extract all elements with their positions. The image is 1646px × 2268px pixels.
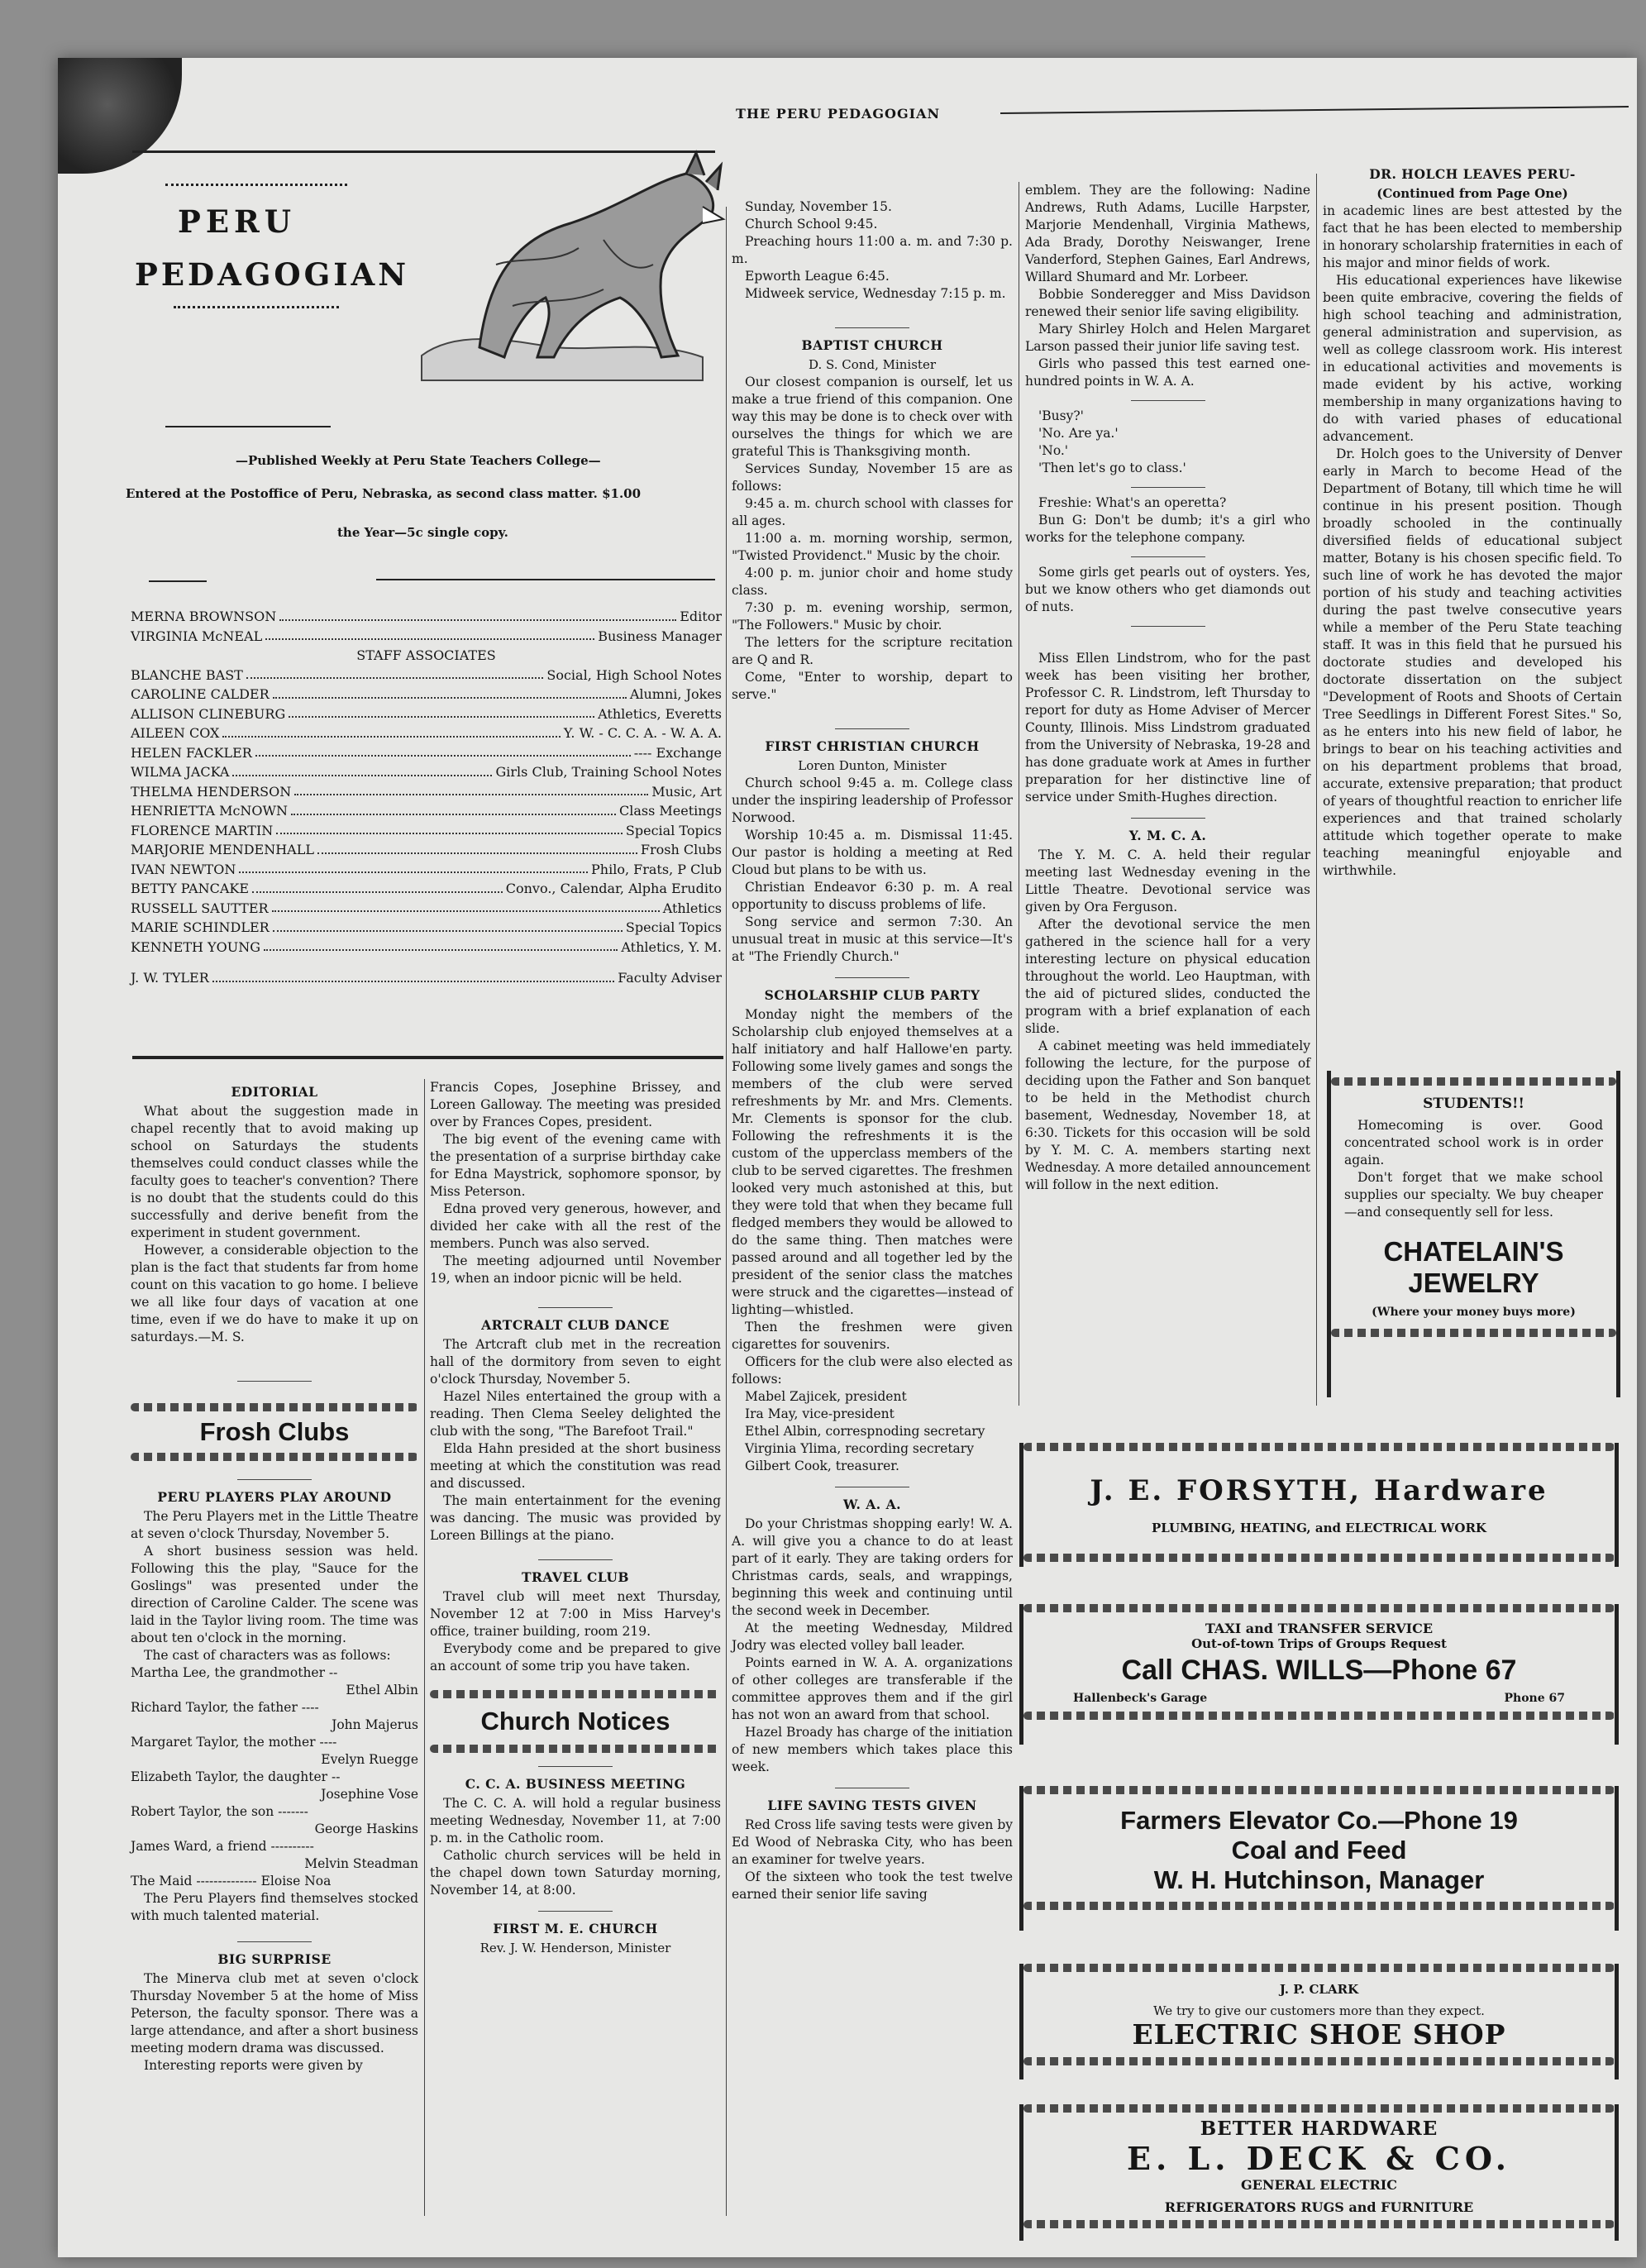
staff-row: MARJORIE MENDENHALL Frosh Clubs: [131, 842, 722, 857]
paragraph: The letters for the scripture recitation are Q and R.: [732, 635, 1013, 667]
paragraph: Church school 9:45 a. m. College class under the inspiring leadership of Professor Norwood.: [732, 776, 1013, 825]
forsyth-name: J. E. FORSYTH, Hardware: [1090, 1474, 1548, 1507]
bobcat-illustration: [389, 141, 736, 389]
staff-row: AILEEN COX Y. W. - C. C. A. - W. A. A.: [131, 725, 722, 741]
wills-line-1: TAXI and TRANSFER SERVICE: [1205, 1621, 1434, 1636]
cast-part: Margaret Taylor, the mother ----: [131, 1735, 337, 1750]
schedule-line: Preaching hours 11:00 a. m. and 7:30 p. m.: [732, 234, 1013, 266]
deck-line-3: GENERAL ELECTRIC: [1240, 2177, 1397, 2193]
masthead-ornament: [165, 184, 347, 189]
ornament-rule: [1023, 2104, 1615, 2113]
paragraph: Red Cross life saving tests were given by Ed Wood of Nebraska City, who has been an examiner for twelve years.: [732, 1817, 1013, 1867]
ornament-rule: [1331, 1329, 1616, 1337]
paragraph: 11:00 a. m. morning worship, sermon, "Twisted Providenct." Music by the choir.: [732, 531, 1013, 563]
farmers-line-2: Coal and Feed: [1231, 1836, 1407, 1865]
ornament-rule: [1023, 1443, 1615, 1451]
officer: Ethel Albin, correspnoding secretary: [745, 1424, 985, 1439]
staff-row: BETTY PANCAKE Convo., Calendar, Alpha Erudito: [131, 881, 722, 896]
joke-line: 'Busy?': [1038, 408, 1084, 423]
clark-line-3: ELECTRIC SHOE SHOP: [1132, 2018, 1506, 2051]
paragraph: The main entertainment for the evening was dancing. The music was provided by Loreen Billings at the piano.: [430, 1493, 721, 1543]
waa-heading: W. A. A.: [842, 1497, 902, 1512]
officer: Gilbert Cook, treasurer.: [745, 1459, 899, 1473]
staff-row: MARIE SCHINDLER Special Topics: [131, 919, 722, 935]
holch-continued: (Continued from Page One): [1376, 186, 1568, 201]
divider: [237, 1941, 312, 1942]
divider: [1131, 626, 1205, 627]
staff-row: CAROLINE CALDER Alumni, Jokes: [131, 686, 722, 702]
cast-actor: Josephine Vose: [321, 1787, 418, 1802]
editorial-p2: However, a considerable objection to the plan is the fact that students far from home count on this vacation to go home. I believe we all like four days of vacation at one time, even if we do have to make it up on saturdays.—M. S.: [131, 1243, 418, 1344]
first-christian-heading: FIRST CHRISTIAN CHURCH: [765, 738, 980, 754]
paragraph: 7:30 p. m. evening worship, sermon, "The Followers." Music by choir.: [732, 600, 1013, 633]
wills-garage: Hallenbeck's Garage: [1073, 1692, 1208, 1705]
clark-line-1: J. P. CLARK: [1279, 1982, 1359, 1997]
divider: [538, 1911, 613, 1912]
paragraph: The cast of characters was as follows:: [144, 1648, 391, 1663]
column-2: [430, 1079, 721, 1957]
paragraph: Services Sunday, November 15 are as follows:: [732, 461, 1013, 494]
ornament-rule: [131, 1403, 418, 1411]
divider: [835, 977, 909, 978]
masthead-short-rule: [165, 426, 331, 427]
masthead-title-1: PERU: [178, 203, 297, 240]
deck-hardware-ad: [1019, 2104, 1619, 2241]
divider: [1131, 400, 1205, 401]
col2-divider: [726, 207, 727, 2216]
ornament-rule: [1023, 1604, 1615, 1612]
cast-list: [131, 1664, 418, 1890]
wills-phone: Phone 67: [1504, 1692, 1565, 1705]
paragraph: Christian Endeavor 6:30 p. m. A real opportunity to discuss problems of life.: [732, 880, 1013, 912]
paragraph: The Minerva club met at seven o'clock Thursday November 5 at the home of Miss Peterson, the faculty sponsor. There was a large attendance, and after a short business meeting modern drama was discussed.: [131, 1971, 419, 2056]
paragraph: Hazel Niles entertained the group with a reading. Then Clema Seeley delighted the club with the song, "The Barefoot Trail.": [430, 1389, 721, 1439]
first-christian-minister: Loren Dunton, Minister: [798, 758, 947, 773]
paragraph: 9:45 a. m. church school with classes for all ages.: [732, 496, 1013, 528]
paragraph: After the devotional service the men gathered in the science hall for a very interesting lecture on physical education throughout the world. Leo Hauptman, with the aid of pictured slides, conducted the program with a brief explanation of each slide.: [1025, 917, 1310, 1036]
paragraph: Come, "Enter to worship, depart to serve.": [732, 670, 1013, 702]
chatelain-tagline: (Where your money buys more): [1372, 1306, 1576, 1319]
staff-row: HENRIETTA McNOWN Class Meetings: [131, 803, 722, 819]
ornament-rule: [1023, 2220, 1615, 2228]
col4-divider: [1316, 174, 1317, 1406]
divider: [835, 728, 909, 729]
paragraph: Dr. Holch goes to the University of Denver early in March to become Head of the Department of Botany, till which time he will continue in his present position. Though broadly schooled in the continually diversified fields of educational subject matter, Botany is his chosen specific field. To such line of work he has devoted the major portion of his study and teaching activities during the past twelve consecutive years while a member of the Peru State teaching staff. It was in this field that he pursued his doctorate studies and developed his doctorate dissertation on the subject "Development of Roots and Shoots of Certain Tree Seedlings in Different Forest Sites." So, as he enters into his new field of labor, he brings to bear on his teaching activities and on his department problems that broad, accurate, extensive preparation; that product of years of thoughtful reaction to enricher life experiences and that trained scholarly attitude which together operate to make teaching meaningful enjoyable and wirthwhile.: [1323, 446, 1622, 878]
lindstrom-paragraph: Miss Ellen Lindstrom, who for the past week has been visiting her brother, Professor C. R. Lindstrom, left Thursday to report for duty as Home Adviser of Mercer County, Illinois. Miss Lindstrom graduated from the University of Nebraska, 19-28 and has done graduate work at Ames in further preparation for her distinctive line of service under Smith-Hughes direction.: [1025, 651, 1310, 805]
cast-part: Richard Taylor, the father ----: [131, 1700, 319, 1715]
deck-line-1: BETTER HARDWARE: [1200, 2118, 1438, 2140]
cast-part: Martha Lee, the grandmother --: [131, 1665, 338, 1680]
paragraph: Of the sixteen who took the test twelve earned their senior life saving: [732, 1869, 1013, 1902]
paragraph: Song service and sermon 7:30. An unusual treat in music at this service—It's at "The Friendly Church.": [732, 914, 1013, 964]
first-me-heading: FIRST M. E. CHURCH: [493, 1921, 658, 1936]
ornament-rule: [1023, 1712, 1615, 1720]
chatelain-title: STUDENTS!!: [1423, 1096, 1524, 1112]
ornament-rule: [430, 1745, 721, 1753]
entered-line-1: Entered at the Postoffice of Peru, Nebraska, as second class matter. $1.00: [126, 486, 642, 501]
divider: [538, 1766, 613, 1767]
divider: [1131, 818, 1205, 819]
editorial-p1: What about the suggestion made in chapel recently that to avoid making up school on Saturdays the students themselves could conduct classes while the faculty goes to teacher's convention? There is no doubt that the students could do this successfully and derive benefit from the experiment in student government.: [131, 1104, 418, 1240]
paragraph: Then the freshmen were given cigarettes for souvenirs.: [732, 1320, 1013, 1352]
joke-line: Bun G: Don't be dumb; it's a girl who works for the telephone company.: [1025, 513, 1310, 545]
officer: Ira May, vice-president: [745, 1406, 895, 1421]
cca-heading: C. C. A. BUSINESS MEETING: [465, 1776, 686, 1792]
staff-row: IVAN NEWTON Philo, Frats, P Club: [131, 861, 722, 877]
paragraph: emblem. They are the following: Nadine Andrews, Ruth Adams, Lucille Harpster, Marjorie Mendenhall, Virginia Mathews, Ada Brady, Dorothy Neiswanger, Irene Vanderford, Stephen Gaines, Earl Andrews, Willard Shumard and Mr. Lorbeer.: [1025, 183, 1310, 284]
peru-players-heading: PERU PLAYERS PLAY AROUND: [157, 1489, 392, 1505]
staff-top-rule-2: [376, 579, 715, 580]
running-head: THE PERU PEDAGOGIAN: [736, 106, 941, 122]
paragraph: A short business session was held. Following this the play, "Sauce for the Goslings" was presented under the direction of Caroline Calder. The scene was laid in the Taylor living room. The time was about ten o'clock in the morning.: [131, 1544, 418, 1645]
paragraph: Everybody come and be prepared to give an account of some trip you have taken.: [430, 1641, 721, 1674]
big-surprise-heading: BIG SURPRISE: [217, 1951, 332, 1967]
paragraph: Our closest companion is ourself, let us make a true friend of this companion. One way this may be done is to check over with ourselves the things for which we are grateful This is Thanksgiving month.: [732, 375, 1013, 459]
cast-actor: Melvin Steadman: [304, 1856, 418, 1871]
forsyth-ad: [1019, 1443, 1619, 1567]
cast-actor: John Majerus: [332, 1717, 418, 1732]
paragraph: The Peru Players find themselves stocked with much talented material.: [131, 1891, 418, 1923]
ornament-rule: [1023, 2057, 1615, 2065]
farmers-line-3: W. H. Hutchinson, Manager: [1153, 1865, 1485, 1894]
staff-editor: MERNA BROWNSON Editor: [131, 609, 722, 624]
joke-line: Some girls get pearls out of oysters. Yes, but we know others who get diamonds out of nuts.: [1025, 565, 1310, 614]
paragraph: Monday night the members of the Scholarship club enjoyed themselves at a half initiatory and half Hallowe'en party. Following some lively games and songs the members of the club were served refreshments by Mr. and Mrs. Clements. Mr. Clements is sponsor for the club. Following the refreshments it is the custom of the upperclass members of the club to be served cigarettes. The freshmen looked very much astonished at this, but they were told that when they became full fledged members they would be allowed to do the same thing. Then matches were passed around and all together led by the president of the senior class the matches were struck and the cigarettes—instead of lighting—whistled.: [732, 1007, 1013, 1317]
paragraph: in academic lines are best attested by the fact that he has been elected to membership in honorary scholarship fraternities in each of his major and minor fields of work.: [1323, 203, 1622, 270]
staff-row: HELEN FACKLER ---- Exchange: [131, 744, 722, 761]
joke-line: 'Then let's go to class.': [1038, 461, 1186, 475]
divider: [835, 327, 909, 328]
staff-row: RUSSELL SAUTTER Athletics: [131, 900, 722, 916]
lifesaving-heading: LIFE SAVING TESTS GIVEN: [767, 1798, 977, 1813]
farmers-line-1: Farmers Elevator Co.—Phone 19: [1120, 1806, 1518, 1835]
paragraph: Edna proved very generous, however, and divided her cake with all the rest of the members. Punch was also served.: [430, 1201, 721, 1251]
divider: [1131, 487, 1205, 488]
col1-divider: [424, 1079, 425, 2216]
paragraph: His educational experiences have likewise been quite embracive, covering the fields of high school teaching and administration, general administration and supervision, as well as college classroom work. His interest in educational activities and movements is made evident by his active, working membership in many organizations having to do with varied phases of educational advancement.: [1323, 273, 1622, 444]
divider: [538, 1559, 613, 1560]
cast-part: Elizabeth Taylor, the daughter --: [131, 1769, 341, 1784]
ornament-rule: [1023, 1964, 1615, 1972]
schedule-line: Sunday, November 15.: [745, 199, 892, 214]
clark-line-2: We try to give our customers more than they expect.: [1153, 2003, 1485, 2018]
masthead-ornament-2: [174, 306, 339, 312]
chatelain-name-1: CHATELAIN'S: [1383, 1236, 1564, 1267]
editorial-heading: EDITORIAL: [231, 1084, 318, 1100]
deck-line-2: E. L. DECK & CO.: [1127, 2140, 1511, 2177]
wills-line-3: Call CHAS. WILLS—Phone 67: [1121, 1654, 1517, 1686]
paragraph: Points earned in W. A. A. organizations of other colleges are transferable if the committee approves them and if the girl has not won an award from that school.: [732, 1655, 1013, 1722]
staff-row: BLANCHE BAST Social, High School Notes: [131, 666, 722, 683]
wills-ad: [1019, 1604, 1619, 1745]
ornament-rule: [131, 1453, 418, 1461]
paragraph: Catholic church services will be held in the chapel down town Saturday morning, November 14, at 8:00.: [430, 1848, 721, 1898]
joke-line: Freshie: What's an operetta?: [1038, 495, 1227, 510]
artcraft-heading: ARTCRALT CLUB DANCE: [481, 1317, 670, 1333]
ornament-rule: [1023, 1902, 1615, 1910]
travel-club-heading: TRAVEL CLUB: [522, 1569, 629, 1585]
divider: [237, 1479, 312, 1480]
staff-top-rule: [149, 580, 207, 582]
cast-actor: George Haskins: [314, 1822, 418, 1836]
staff-box: [131, 607, 722, 988]
column-4: [1025, 182, 1310, 1194]
first-me-minister: Rev. J. W. Henderson, Minister: [479, 1941, 671, 1955]
masthead-title-2: PEDAGOGIAN: [135, 256, 410, 293]
joke-line: 'No.': [1038, 443, 1069, 458]
divider: [237, 1381, 312, 1382]
divider: [538, 1307, 613, 1308]
head-rule: [1000, 106, 1629, 114]
paragraph: Mary Shirley Holch and Helen Margaret Larson passed their junior life saving test.: [1025, 322, 1310, 354]
wills-line-2: Out-of-town Trips of Groups Request: [1191, 1636, 1447, 1651]
baptist-minister: D. S. Cond, Minister: [809, 357, 936, 372]
column-5: [1323, 165, 1622, 880]
joke-line: 'No. Are ya.': [1038, 426, 1119, 441]
paragraph: Officers for the club were also elected as follows:: [732, 1354, 1013, 1387]
clark-shoe-ad: [1019, 1964, 1619, 2079]
church-notices-banner: Church Notices: [480, 1707, 670, 1736]
officer: Mabel Zajicek, president: [745, 1389, 907, 1404]
scholarship-heading: SCHOLARSHIP CLUB PARTY: [764, 987, 980, 1003]
staff-row: WILMA JACKA Girls Club, Training School Notes: [131, 764, 722, 780]
chatelain-ad: [1327, 1071, 1620, 1397]
farmers-elevator-ad: [1019, 1786, 1619, 1931]
cast-part: The Maid -------------- Eloise Noa: [131, 1874, 332, 1888]
paragraph: Elda Hahn presided at the short business meeting at which the constitution was read and discussed.: [430, 1441, 721, 1491]
staff-associates-heading: STAFF ASSOCIATES: [356, 647, 496, 663]
staff-business-manager: VIRGINIA McNEAL Business Manager: [131, 628, 722, 644]
staff-row: KENNETH YOUNG Athletics, Y. M.: [131, 938, 722, 955]
paragraph: Francis Copes, Josephine Brissey, and Loreen Galloway. The meeting was presided over by Frances Copes, president.: [430, 1080, 721, 1129]
ornament-rule: [430, 1690, 721, 1698]
paragraph: At the meeting Wednesday, Mildred Jodry was elected volley ball leader.: [732, 1621, 1013, 1653]
paragraph: Worship 10:45 a. m. Dismissal 11:45. Our pastor is holding a meeting at Red Cloud but plans to be with us.: [732, 828, 1013, 877]
cast-actor: Ethel Albin: [346, 1683, 418, 1697]
paragraph: Interesting reports were given by: [144, 2058, 363, 2073]
ornament-rule: [1023, 1554, 1615, 1562]
schedule-line: Epworth League 6:45.: [745, 269, 890, 284]
schedule-line: Midweek service, Wednesday 7:15 p. m.: [745, 286, 1006, 301]
paragraph: 4:00 p. m. junior choir and home study class.: [732, 566, 1013, 598]
paragraph: The Y. M. C. A. held their regular meeting last Wednesday evening in the Little Theatre. Devotional service was given by Ora Ferguson.: [1025, 848, 1310, 914]
frosh-clubs-banner: Frosh Clubs: [199, 1417, 350, 1446]
ornament-rule: [1331, 1077, 1616, 1086]
paragraph: The meeting adjourned until November 19, when an indoor picnic will be held.: [430, 1253, 721, 1286]
officer: Virginia Ylima, recording secretary: [745, 1441, 974, 1456]
thumb-in-scan: [58, 58, 182, 174]
staff-adviser: J. W. TYLER Faculty Adviser: [131, 970, 722, 986]
newspaper-page: [58, 58, 1637, 2257]
paragraph: Hazel Broady has charge of the initiation of new members which takes place this week.: [732, 1725, 1013, 1774]
column-1: [131, 1075, 418, 2075]
paragraph: The Artcraft club met in the recreation hall of the dormitory from seven to eight o'clock Thursday, November 5.: [430, 1337, 721, 1387]
paragraph: Travel club will meet next Thursday, November 12 at 7:00 in Miss Harvey's office, trainer building, room 219.: [430, 1589, 721, 1639]
baptist-heading: BAPTIST CHURCH: [801, 337, 943, 353]
ymca-heading: Y. M. C. A.: [1128, 828, 1207, 843]
staff-bottom-rule: [132, 1056, 723, 1059]
staff-row: FLORENCE MARTIN Special Topics: [131, 822, 722, 838]
staff-row: ALLISON CLINEBURG Athletics, Everetts: [131, 705, 722, 722]
paragraph: The big event of the evening came with the presentation of a surprise birthday cake for Edna Maystrick, sophomore sponsor, by Miss Peterson.: [430, 1132, 721, 1199]
cast-part: James Ward, a friend ----------: [131, 1839, 314, 1854]
chatelain-p2: Don't forget that we make school supplies our specialty. We buy cheaper—and consequently sell for less.: [1344, 1170, 1603, 1220]
paragraph: Girls who passed this test earned one-hundred points in W. A. A.: [1025, 356, 1310, 389]
paragraph: Do your Christmas shopping early! W. A. A. will give you a chance to do at least part of it early. They are taking orders for Christmas cards, seals, and wrappings, beginning this week and continuing until the second week in December.: [732, 1516, 1013, 1618]
paragraph: The Peru Players met in the Little Theatre at seven o'clock Thursday, November 5.: [131, 1509, 419, 1541]
staff-row: THELMA HENDERSON Music, Art: [131, 783, 722, 800]
cast-part: Robert Taylor, the son -------: [131, 1804, 308, 1819]
paragraph: The C. C. A. will hold a regular business meeting Wednesday, November 11, at 7:00 p. m. in the Catholic room.: [430, 1796, 721, 1845]
forsyth-sub: PLUMBING, HEATING, and ELECTRICAL WORK: [1152, 1521, 1486, 1535]
schedule-line: Church School 9:45.: [745, 217, 878, 232]
chatelain-name-2: JEWELRY: [1408, 1268, 1539, 1298]
column-3: [732, 198, 1013, 1903]
cast-actor: Evelyn Ruegge: [321, 1752, 418, 1767]
entered-line-2: the Year—5c single copy.: [337, 525, 508, 540]
ornament-rule: [1023, 1786, 1615, 1794]
published-line: —Published Weekly at Peru State Teachers College—: [236, 453, 601, 468]
paragraph: A cabinet meeting was held immediately following the lecture, for the purpose of deciding upon the Father and Son banquet to be held in the Methodist church basement, Wednesday, November 18, at 6:30. Tickets for this occasion will be sold by Y. M. C. A. members starting next Wednesday. A more detailed announcement will follow in the next edition.: [1025, 1039, 1310, 1192]
divider: [1131, 556, 1205, 557]
holch-heading: DR. HOLCH LEAVES PERU-: [1369, 166, 1576, 182]
chatelain-p1: Homecoming is over. Good concentrated school work is in order again.: [1344, 1118, 1603, 1167]
deck-line-4: REFRIGERATORS RUGS and FURNITURE: [1164, 2199, 1474, 2215]
paragraph: Bobbie Sonderegger and Miss Davidson renewed their senior life saving eligibility.: [1025, 287, 1310, 319]
